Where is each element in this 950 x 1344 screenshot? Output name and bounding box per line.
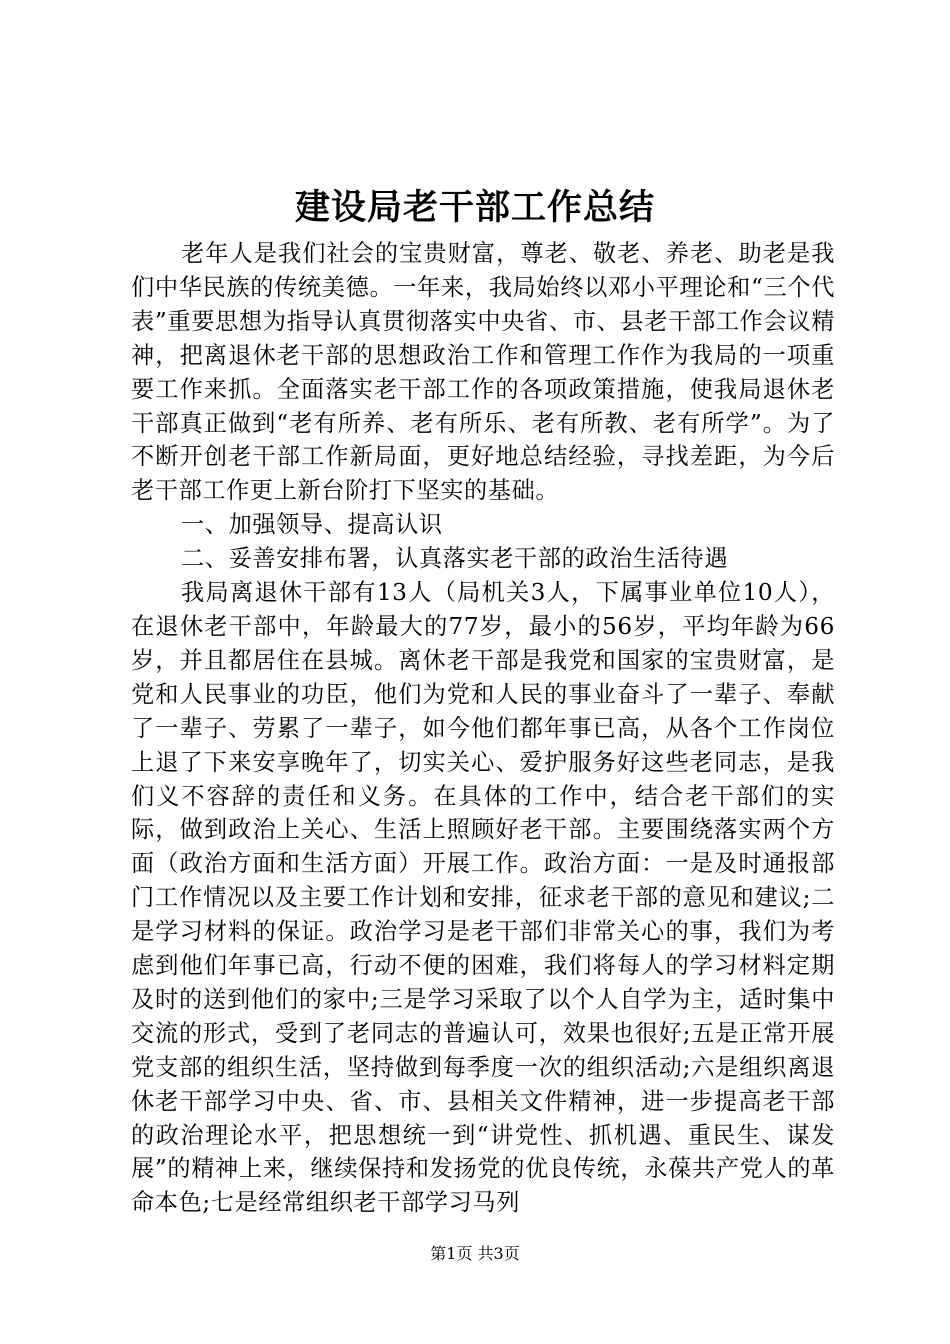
section-heading-1: 一、加强领导、提高认识 bbox=[181, 511, 443, 539]
section-heading-2: 二、妥善安排布署，认真落实老干部的政治生活待遇 bbox=[181, 545, 729, 573]
body-paragraph: 我局离退休干部有13人（局机关3人，下属事业单位10人），在退休老干部中，年龄最大的77岁，最小的56岁，平均年龄为66岁，并且都居住在县城。离休老干部是我党和国家的宝贵财富，是党和人民事业的功臣，他们为党和人民的事业奋斗了一辈子、奉献了一辈子、劳累了一辈子，如今他们都年事已高，从各个工作岗位上退了下来安享晚年了，切实关心、爱护服务好这些老同志，是我们义不容辞的责任和义务。在具体的工作中，结合老干部们的实际，做到政治上关心、生活上照顾好老干部。主要围绕落实两个方面（政治方面和生活方面）开展工作。政治方面：一是及时通报部门工作情况以及主要工作计划和安排，征求老干部的意见和建议;二是学习材料的保证。政治学习是老干部们非常关心的事，我们为考虑到他们年事已高，行动不便的困难，我们将每人的学习材料定期及时的送到他们的家中;三是学习采取了以个人自学为主，适时集中交流的形式，受到了老同志的普遍认可，效果也很好;五是正常开展党支部的组织生活，坚持做到每季度一次的组织活动;六是组织离退休老干部学习中央、省、市、县相关文件精神，进一步提高老干部的政治理论水平，把思想统一到“讲党性、抓机遇、重民生、谋发展”的精神上来，继续保持和发扬党的优良传统，永葆共产党人的革命本色;七是经常组织老干部学习马列 bbox=[131, 579, 835, 1217]
page-footer: 第1页 共3页 bbox=[430, 1244, 520, 1263]
document-body bbox=[131, 237, 835, 1220]
intro-paragraph: 老年人是我们社会的宝贵财富，尊老、敬老、养老、助老是我们中华民族的传统美德。一年来，我局始终以邓小平理论和“三个代表”重要思想为指导认真贯彻落实中央省、市、县老干部工作会议精神，把离退休老干部的思想政治工作和管理工作作为我局的一项重要工作来抓。全面落实老干部工作的各项政策措施，使我局退休老干部真正做到“老有所养、老有所乐、老有所教、老有所学”。为了不断开创老干部工作新局面，更好地总结经验，寻找差距，为今后老干部工作更上新台阶打下坚实的基础。 bbox=[131, 240, 835, 505]
document-title: 建设局老干部工作总结 bbox=[294, 187, 655, 228]
